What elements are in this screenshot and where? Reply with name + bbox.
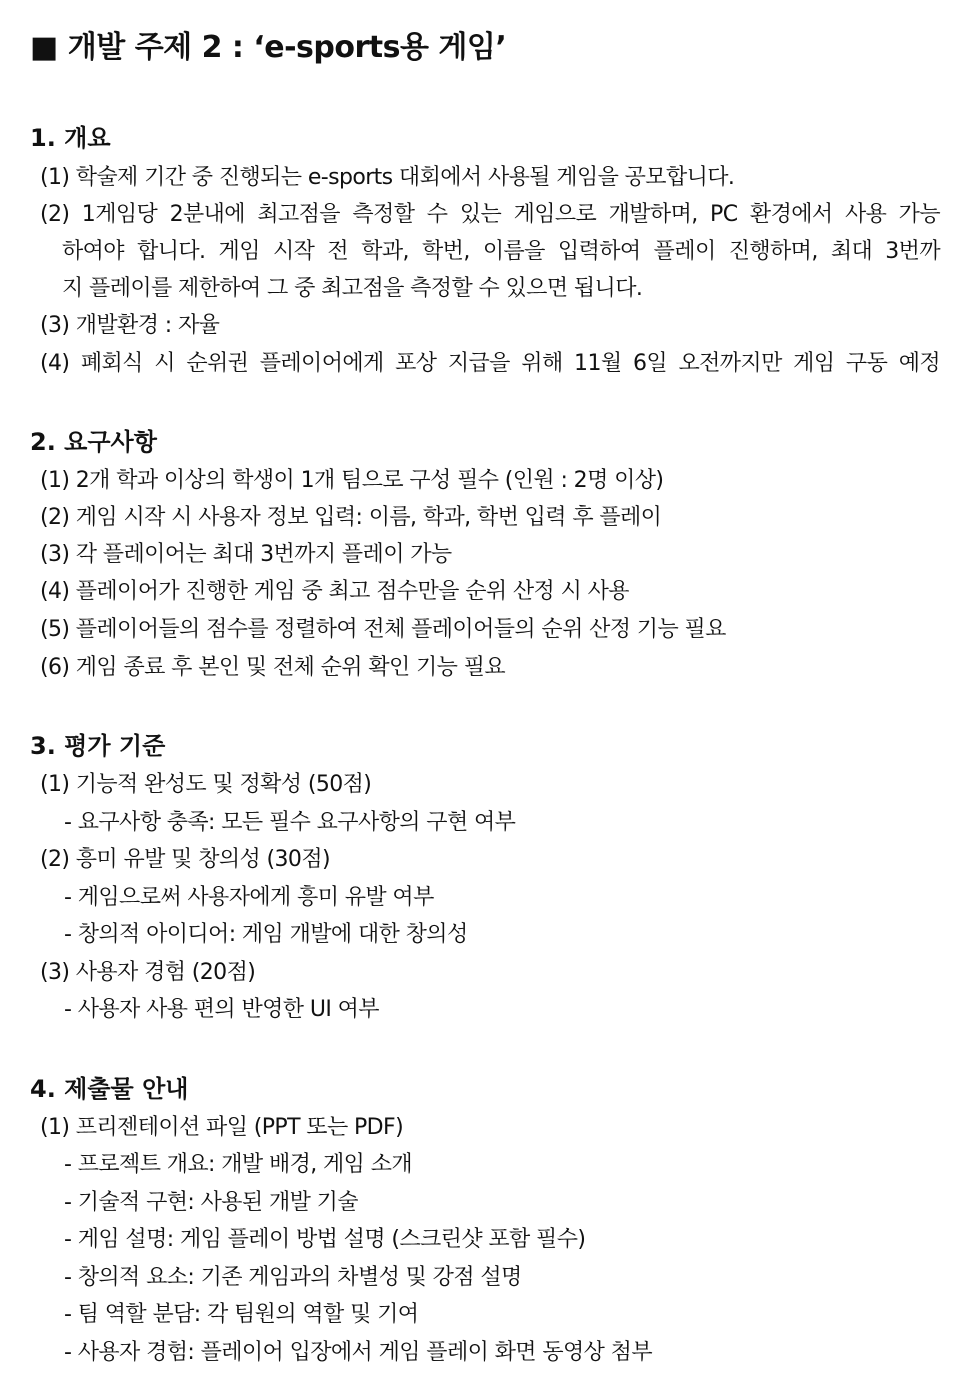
overview-item-4: (4) 폐회식 시 순위권 플레이어에게 포상 지급을 위해 11월 6일 오전까지만 게임 구동 예정 [40, 351, 940, 376]
criterion-1: (1) 기능적 완성도 및 정확성 (50점) [40, 772, 372, 797]
requirement-item: (3) 각 플레이어는 최대 3번까지 플레이 가능 [40, 542, 452, 567]
section-heading-submission: 4. 제출물 안내 [30, 1075, 189, 1103]
criterion-2-detail: - 창의적 아이디어: 게임 개발에 대한 창의성 [64, 922, 468, 947]
submission-detail: - 창의적 요소: 기존 게임과의 차별성 및 강점 설명 [64, 1265, 522, 1290]
section-heading-evaluation: 3. 평가 기준 [30, 732, 166, 760]
section-heading-requirements: 2. 요구사항 [30, 428, 157, 456]
overview-item-2-line-1: (2) 1게임당 2분내에 최고점을 측정할 수 있는 게임으로 개발하며, PC 환경에서 사용 가능 [40, 202, 940, 227]
overview-item-1: (1) 학술제 기간 중 진행되는 e-sports 대회에서 사용될 게임을 공모합니다. [40, 165, 735, 190]
submission-item-1: (1) 프리젠테이션 파일 (PPT 또는 PDF) [40, 1115, 404, 1140]
submission-detail: - 게임 설명: 게임 플레이 방법 설명 (스크린샷 포함 필수) [64, 1227, 586, 1252]
submission-detail: - 팀 역할 분담: 각 팀원의 역할 및 기여 [64, 1302, 419, 1327]
criterion-3-detail: - 사용자 사용 편의 반영한 UI 여부 [64, 997, 379, 1022]
requirement-item: (6) 게임 종료 후 본인 및 전체 순위 확인 기능 필요 [40, 655, 506, 680]
criterion-2: (2) 흥미 유발 및 창의성 (30점) [40, 847, 330, 872]
criterion-3: (3) 사용자 경험 (20점) [40, 960, 256, 985]
overview-item-2-line-3: 지 플레이를 제한하여 그 중 최고점을 측정할 수 있으면 됩니다. [62, 276, 643, 301]
criterion-2-detail: - 게임으로써 사용자에게 흥미 유발 여부 [64, 885, 434, 910]
requirement-item: (5) 플레이어들의 점수를 정렬하여 전체 플레이어들의 순위 산정 기능 필요 [40, 617, 726, 642]
section-heading-overview: 1. 개요 [30, 124, 111, 152]
page-title: ■ 개발 주제 2 : ‘e-sports용 게임’ [30, 30, 507, 65]
submission-detail: - 기술적 구현: 사용된 개발 기술 [64, 1190, 358, 1215]
overview-item-3: (3) 개발환경 : 자율 [40, 313, 220, 338]
criterion-1-detail: - 요구사항 충족: 모든 필수 요구사항의 구현 여부 [64, 810, 516, 835]
submission-detail: - 사용자 경험: 플레이어 입장에서 게임 플레이 화면 동영상 첨부 [64, 1340, 652, 1365]
requirement-item: (2) 게임 시작 시 사용자 정보 입력: 이름, 학과, 학번 입력 후 플레이 [40, 505, 662, 530]
overview-item-2-line-2: 하여야 합니다. 게임 시작 전 학과, 학번, 이름을 입력하여 플레이 진행하며, 최대 3번까 [62, 239, 940, 264]
requirement-item: (4) 플레이어가 진행한 게임 중 최고 점수만을 순위 산정 시 사용 [40, 579, 629, 604]
requirement-item: (1) 2개 학과 이상의 학생이 1개 팀으로 구성 필수 (인원 : 2명 이상) [40, 468, 664, 493]
submission-detail: - 프로젝트 개요: 개발 배경, 게임 소개 [64, 1152, 413, 1177]
